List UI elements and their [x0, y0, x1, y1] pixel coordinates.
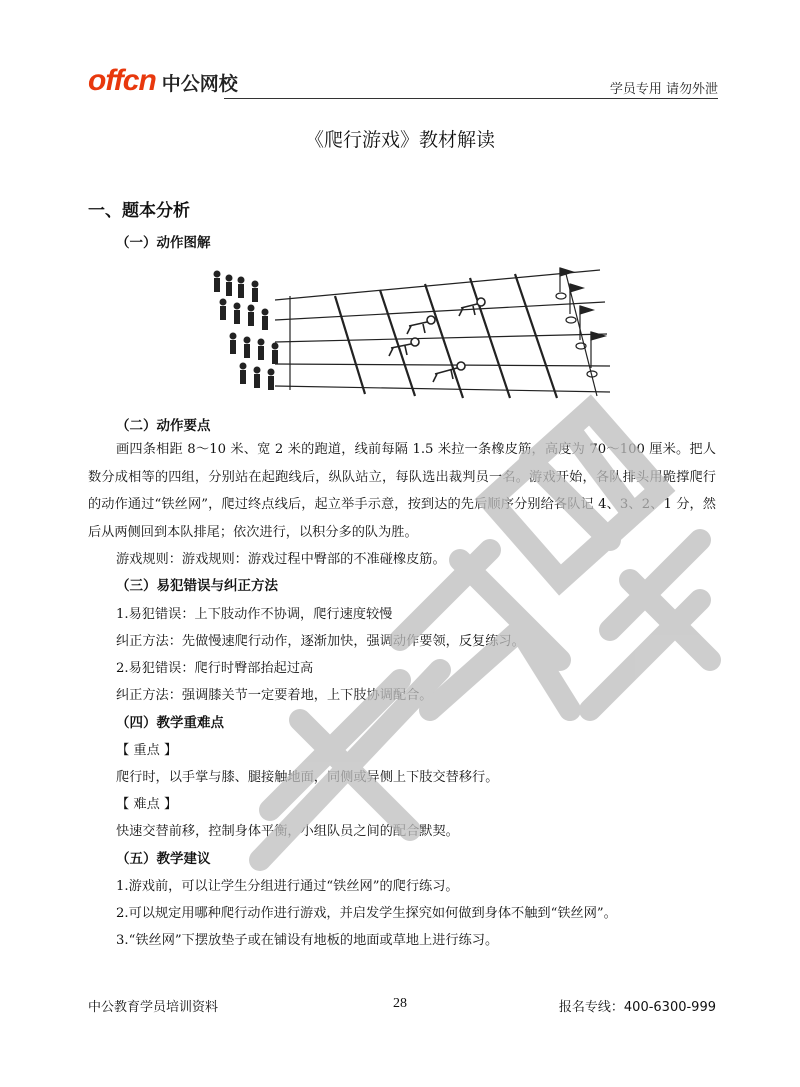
subheading-suggestions: （五）教学建议 — [116, 851, 211, 867]
difficulty-text: 快速交替前移，控制身体平衡，小组队员之间的配合默契。 — [116, 824, 459, 839]
key-points-paragraph: 画四条相距 8～10 米、宽 2 米的跑道，线前每隔 1.5 米拉一条橡皮筋，高度为 70～100 厘米。把人数分成相等的四组，分别站在起跑线后，纵队站立，每队选出裁判员一名。游戏开始，各队排头用跪撑爬行的动作通过“铁丝网”，爬过终点线后，起立举手示意，按到达的先后顺序分别给各队记 4、3、2、1 分，然后从两侧回到本队排尾；依次进行，以积分多的队为胜。 — [88, 442, 716, 540]
subheading-errors: （三）易犯错误与纠正方法 — [116, 578, 278, 594]
game-rule-text: 游戏规则：游戏规则：游戏过程中臀部的不准碰橡皮筋。 — [116, 552, 446, 567]
suggestion-3: 3.“铁丝网”下摆放垫子或在铺设有地板的地面或草地上进行练习。 — [116, 933, 499, 948]
key-point-label: 【 重点 】 — [116, 743, 178, 758]
crawling-game-illustration — [205, 262, 615, 402]
error-2-text: 2.易犯错误：爬行时臀部抬起过高 — [116, 661, 314, 676]
footer-left: 中公教育学员培训资料 — [88, 1000, 219, 1015]
section-heading: 一、题本分析 — [88, 201, 190, 221]
subheading-illustration: （一）动作图解 — [116, 235, 211, 251]
page-header — [88, 62, 718, 102]
key-point-text: 爬行时，以手掌与膝、腿接触地面，同侧或异侧上下肢交替移行。 — [116, 770, 499, 785]
fix-2-text: 纠正方法：强调膝关节一定要着地，上下肢协调配合。 — [116, 688, 433, 703]
suggestion-2: 2.可以规定用哪种爬行动作进行游戏，并启发学生探究如何做到身体不触到“铁丝网”。 — [116, 906, 617, 921]
logo-text: 中公网校 — [161, 73, 238, 95]
difficulty-label: 【 难点 】 — [116, 797, 178, 812]
suggestion-1: 1.游戏前，可以让学生分组进行通过“铁丝网”的爬行练习。 — [116, 879, 459, 894]
document-title: 《爬行游戏》教材解读 — [304, 129, 495, 151]
page-number: 28 — [393, 996, 407, 1011]
logo-mark: offcn — [88, 64, 156, 97]
subheading-focus: （四）教学重难点 — [116, 715, 224, 731]
footer-hotline: 报名专线：400-6300-999 — [558, 1000, 716, 1015]
error-1-text: 1.易犯错误：上下肢动作不协调，爬行速度较慢 — [116, 607, 393, 622]
header-divider — [224, 98, 718, 99]
offcn-logo — [88, 64, 238, 98]
fix-1-text: 纠正方法：先做慢速爬行动作，逐渐加快，强调动作要领，反复练习。 — [116, 634, 525, 649]
subheading-key-points: （二）动作要点 — [116, 418, 211, 434]
header-note: 学员专用 请勿外泄 — [609, 82, 718, 97]
